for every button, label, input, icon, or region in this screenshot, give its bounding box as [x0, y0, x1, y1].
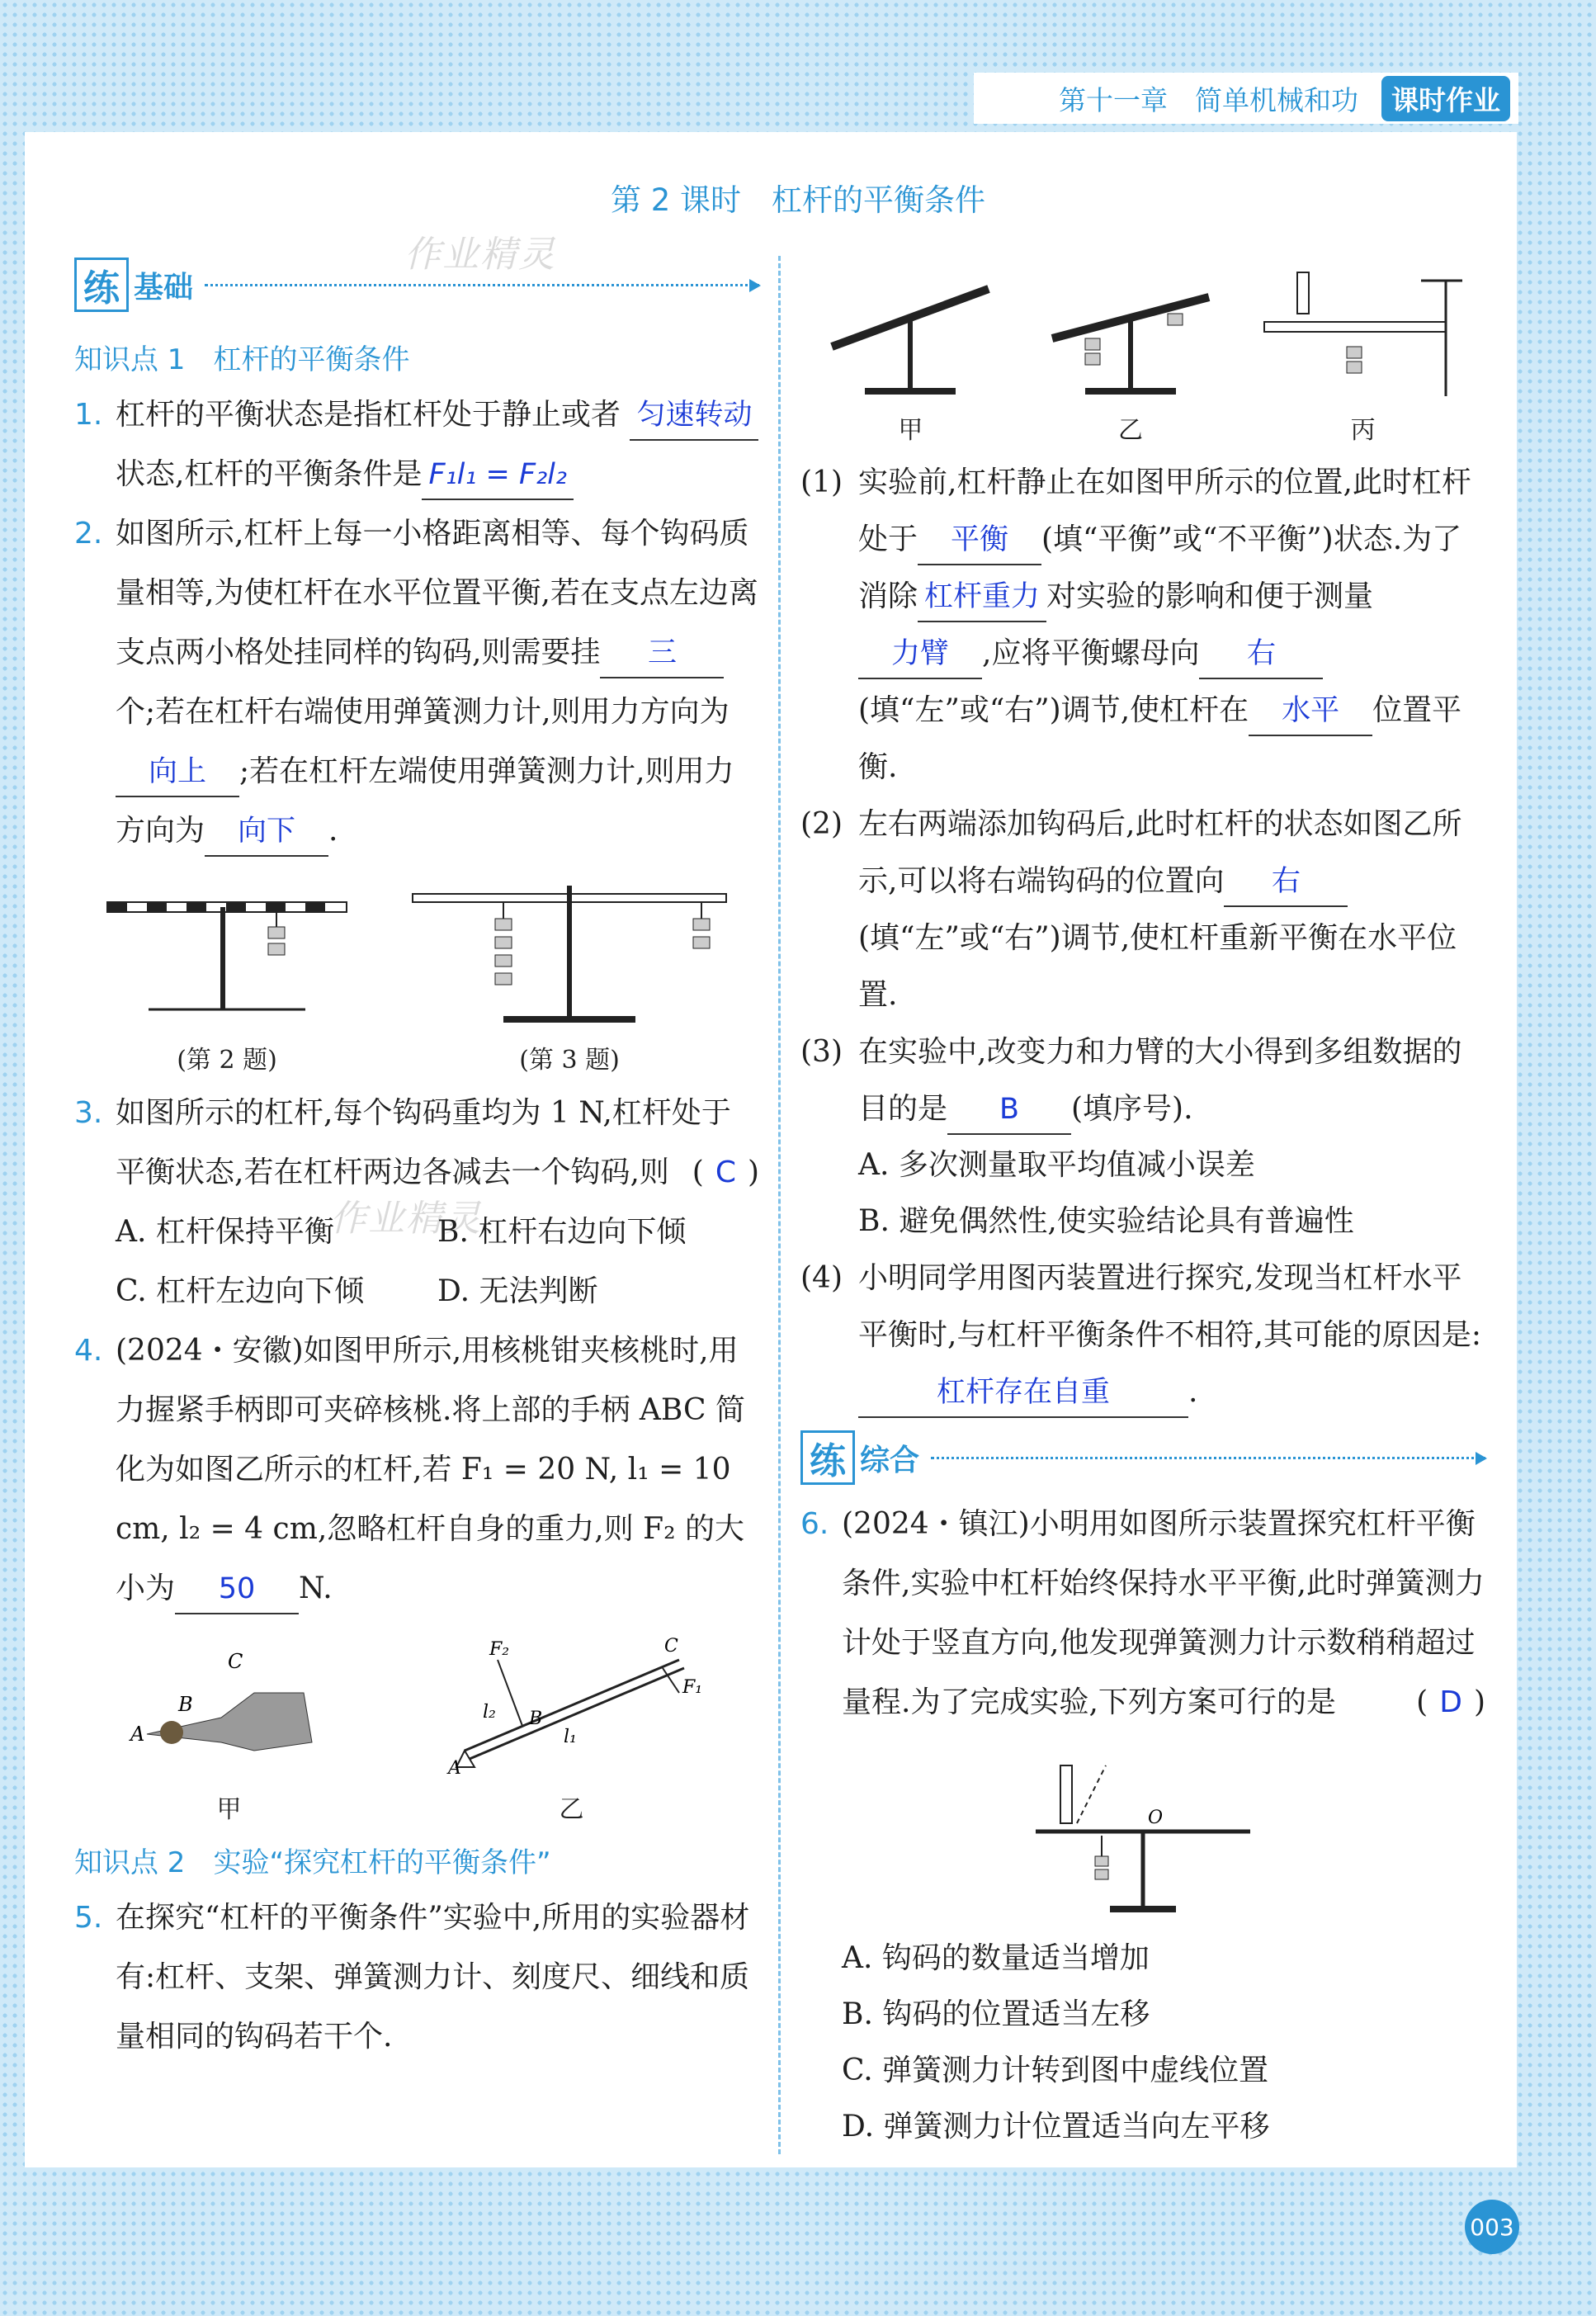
svg-text:A: A — [447, 1758, 461, 1779]
question-text: 杠杆的平衡状态是指杠杆处于静止或者 — [116, 398, 621, 432]
figure-caption: (第 2 题) — [177, 1046, 277, 1075]
answer-blank: 力臂 — [858, 630, 982, 679]
question-text: (填序号). — [1071, 1092, 1193, 1126]
figure-row-q6 — [800, 1741, 1485, 1922]
figure-q4-a — [122, 1643, 337, 1825]
option: A. 杠杆保持平衡 — [116, 1215, 334, 1249]
option: B. 钩码的位置适当左移 — [842, 1997, 1150, 2031]
lever-with-spring-scale-diagram — [1256, 264, 1471, 404]
left-column — [74, 248, 759, 2067]
answer-blank: 50 — [175, 1565, 299, 1614]
question-5-part-2 — [800, 796, 1485, 1023]
lesson-title: 第 2 课时 杠杆的平衡条件 — [610, 182, 986, 218]
question-5-part-1 — [800, 454, 1485, 796]
practice-icon: 练 — [74, 258, 129, 312]
answer-blank: 向上 — [116, 748, 239, 797]
question-number: 2. — [74, 517, 103, 551]
svg-text:C: C — [227, 1650, 243, 1673]
question-text: 左右两端添加钩码后,此时杠杆的状态如图乙所示,可以将右端钩码的位置向 — [858, 807, 1462, 898]
figure-row-q5 — [800, 264, 1485, 446]
question-4 — [74, 1321, 759, 1619]
watermark: 作业精灵 — [330, 1198, 482, 1240]
svg-text:O: O — [1148, 1808, 1164, 1828]
question-number: 1. — [74, 398, 103, 432]
figure-row-q2-q3 — [74, 869, 759, 1075]
option: D. 弹簧测力计位置适当向左平移 — [842, 2110, 1270, 2143]
question-text: 如图所示的杠杆,每个钩码重均为 1 N,杠杆处于平衡状态,若在杠杆两边各减去一个钩码,则 — [116, 1096, 731, 1189]
svg-text:B: B — [528, 1709, 542, 1729]
svg-text:F₁: F₁ — [682, 1677, 702, 1698]
figure-q6 — [1027, 1741, 1258, 1922]
figure-q2 — [99, 869, 355, 1075]
page-header — [974, 73, 1518, 124]
nutcracker-photo — [122, 1643, 337, 1784]
question-text: (填“左”或“右”)调节,使杠杆在 — [858, 693, 1249, 727]
lever-diagram-q2 — [99, 869, 355, 1034]
answer-paren: ( D ) — [1416, 1685, 1485, 1719]
sub-number: (3) — [800, 1035, 843, 1069]
question-text: 位置平衡. — [858, 693, 1462, 784]
question-3 — [74, 1084, 759, 1203]
arrow-icon — [205, 284, 759, 286]
options-q3 — [116, 1203, 759, 1321]
question-5-part-4 — [800, 1250, 1485, 1420]
figure-caption: 甲 — [216, 1795, 242, 1824]
figure-q5-c — [1256, 264, 1471, 446]
question-text: 在实验中,改变力和力臂的大小得到多组数据的目的是 — [858, 1035, 1462, 1126]
figure-caption: 乙 — [1117, 416, 1143, 445]
section-comprehensive-header — [800, 1420, 1485, 1495]
question-text: 如图所示,杠杆上每一小格距离相等、每个钩码质量相等,为使杠杆在水平位置平衡,若在支点左边离支点两小格处挂同样的钩码,则需要挂 — [116, 517, 758, 669]
question-2 — [74, 504, 759, 861]
question-6 — [800, 1495, 1485, 1732]
option: C. 弹簧测力计转到图中虚线位置 — [842, 2054, 1269, 2087]
answer-blank: 杠杆重力 — [918, 573, 1046, 622]
svg-text:l₁: l₁ — [563, 1727, 577, 1747]
practice-icon: 练 — [800, 1430, 855, 1485]
question-text: . — [328, 814, 338, 848]
question-text: 个;若在杠杆右端使用弹簧测力计,则用力方向为 — [116, 695, 730, 729]
figure-caption: 甲 — [898, 416, 923, 445]
figure-q5-b — [1036, 264, 1225, 446]
sub-number: (1) — [800, 466, 843, 499]
question-text: 对实验的影响和便于测量 — [1046, 579, 1374, 613]
question-text: 状态,杠杆的平衡条件是 — [116, 457, 423, 491]
answer-blank: B — [947, 1085, 1071, 1135]
svg-text:C: C — [663, 1636, 678, 1657]
figure-caption: 乙 — [559, 1795, 584, 1824]
brand-badge: 课时作业 — [1381, 76, 1510, 121]
option: D. 无法判断 — [437, 1274, 598, 1308]
option: A. 多次测量取平均值减小误差 — [858, 1148, 1255, 1182]
question-text: (填“平衡”或“不平衡”)状态.为了消除 — [858, 522, 1462, 613]
options-q6 — [842, 1931, 1485, 2155]
question-text: (填“左”或“右”)调节,使杠杆重新平衡在水平位置. — [858, 921, 1457, 1012]
question-text: (2024・镇江)小明用如图所示装置探究杠杆平衡条件,实验中杠杆始终保持水平平衡,此时弹簧测力计处于竖直方向,他发现弹簧测力计示数稍稍超过量程.为了完成实验,下列方案可行的是 — [842, 1507, 1485, 1719]
right-column — [800, 248, 1485, 2155]
sub-number: (4) — [800, 1261, 843, 1295]
question-number: 5. — [74, 1901, 103, 1935]
lever-spring-scale-diagram — [1027, 1741, 1258, 1922]
figure-row-q4 — [74, 1627, 759, 1825]
options-q5-3 — [858, 1137, 1485, 1250]
question-text: N. — [299, 1572, 333, 1605]
column-divider — [778, 256, 781, 2154]
answer-blank: 杠杆存在自重 — [858, 1368, 1188, 1418]
figure-q5-a — [815, 264, 1005, 446]
question-text: 小明同学用图丙装置进行探究,发现当杠杆水平平衡时,与杠杆平衡条件不相符,其可能的原因是: — [858, 1261, 1482, 1352]
question-text: 在探究“杠杆的平衡条件”实验中,所用的实验器材有:杠杆、支架、弹簧测力计、刻度尺、细线和质量相同的钩码若干个. — [116, 1901, 750, 2054]
figure-caption: 丙 — [1350, 416, 1376, 445]
knowledge-point-1: 知识点 1 杠杆的平衡条件 — [74, 343, 410, 376]
question-text: ,应将平衡螺母向 — [982, 636, 1200, 670]
svg-text:B: B — [177, 1693, 193, 1716]
answer-paren: ( C ) — [692, 1156, 759, 1189]
question-number: 3. — [74, 1096, 103, 1130]
section-label: 综合 — [860, 1443, 920, 1477]
figure-q3 — [404, 869, 734, 1075]
figure-caption: (第 3 题) — [519, 1046, 620, 1075]
question-number: 6. — [800, 1507, 829, 1541]
answer-blank: 平衡 — [918, 516, 1041, 565]
answer-blank: 三 — [600, 629, 724, 678]
lever-tilted-diagram — [815, 264, 1005, 404]
answer-blank: 匀速转动 — [630, 391, 758, 441]
option: B. 避免偶然性,使实验结论具有普遍性 — [858, 1204, 1354, 1238]
lever-diagram-q3 — [404, 869, 734, 1034]
lever-abc-diagram — [432, 1627, 712, 1784]
answer-blank: F₁l₁ = F₂l₂ — [422, 451, 573, 500]
section-basic-header — [74, 248, 759, 322]
section-label: 基础 — [134, 270, 194, 305]
sub-number: (2) — [800, 807, 843, 841]
lever-with-weights-diagram — [1036, 264, 1225, 404]
svg-text:l₂: l₂ — [482, 1702, 496, 1723]
option: C. 杠杆左边向下倾 — [116, 1274, 365, 1308]
page-number: 003 — [1465, 2200, 1519, 2254]
answer-choice: D — [1439, 1685, 1462, 1719]
option: A. 钩码的数量适当增加 — [842, 1941, 1150, 1975]
watermark: 作业精灵 — [404, 234, 556, 276]
figure-q4-b — [432, 1627, 712, 1825]
question-text: . — [1188, 1375, 1198, 1409]
question-text: ;若在杠杆左端使用弹簧测力计,则用力方向为 — [116, 754, 734, 848]
question-5-part-3 — [800, 1023, 1485, 1137]
knowledge-point-2: 知识点 2 实验“探究杠杆的平衡条件” — [74, 1846, 551, 1879]
svg-text:A: A — [130, 1723, 144, 1746]
question-text: 实验前,杠杆静止在如图甲所示的位置,此时杠杆处于 — [858, 466, 1471, 556]
answer-blank: 右 — [1199, 630, 1323, 679]
arrow-icon — [931, 1457, 1485, 1459]
question-text: (2024・安徽)如图甲所示,用核桃钳夹核桃时,用力握紧手柄即可夹碎核桃.将上部的手柄 ABC 简化为如图乙所示的杠杆,若 F₁ = 20 N, l₁ = 10 cm, l₂ = 4 cm,忽略杠杆自身的重力,则 F₂ 的大小为 — [116, 1334, 745, 1605]
answer-blank: 水平 — [1249, 687, 1372, 736]
answer-blank: 右 — [1224, 858, 1348, 907]
answer-blank: 向下 — [205, 807, 328, 857]
svg-text:F₂: F₂ — [489, 1639, 509, 1660]
question-number: 4. — [74, 1334, 103, 1368]
answer-choice: C — [715, 1156, 736, 1189]
question-5 — [74, 1888, 759, 2067]
chapter-title: 第十一章 简单机械和功 — [1059, 83, 1358, 116]
question-1 — [74, 385, 759, 504]
option: B. 杠杆右边向下倾 — [437, 1215, 687, 1249]
